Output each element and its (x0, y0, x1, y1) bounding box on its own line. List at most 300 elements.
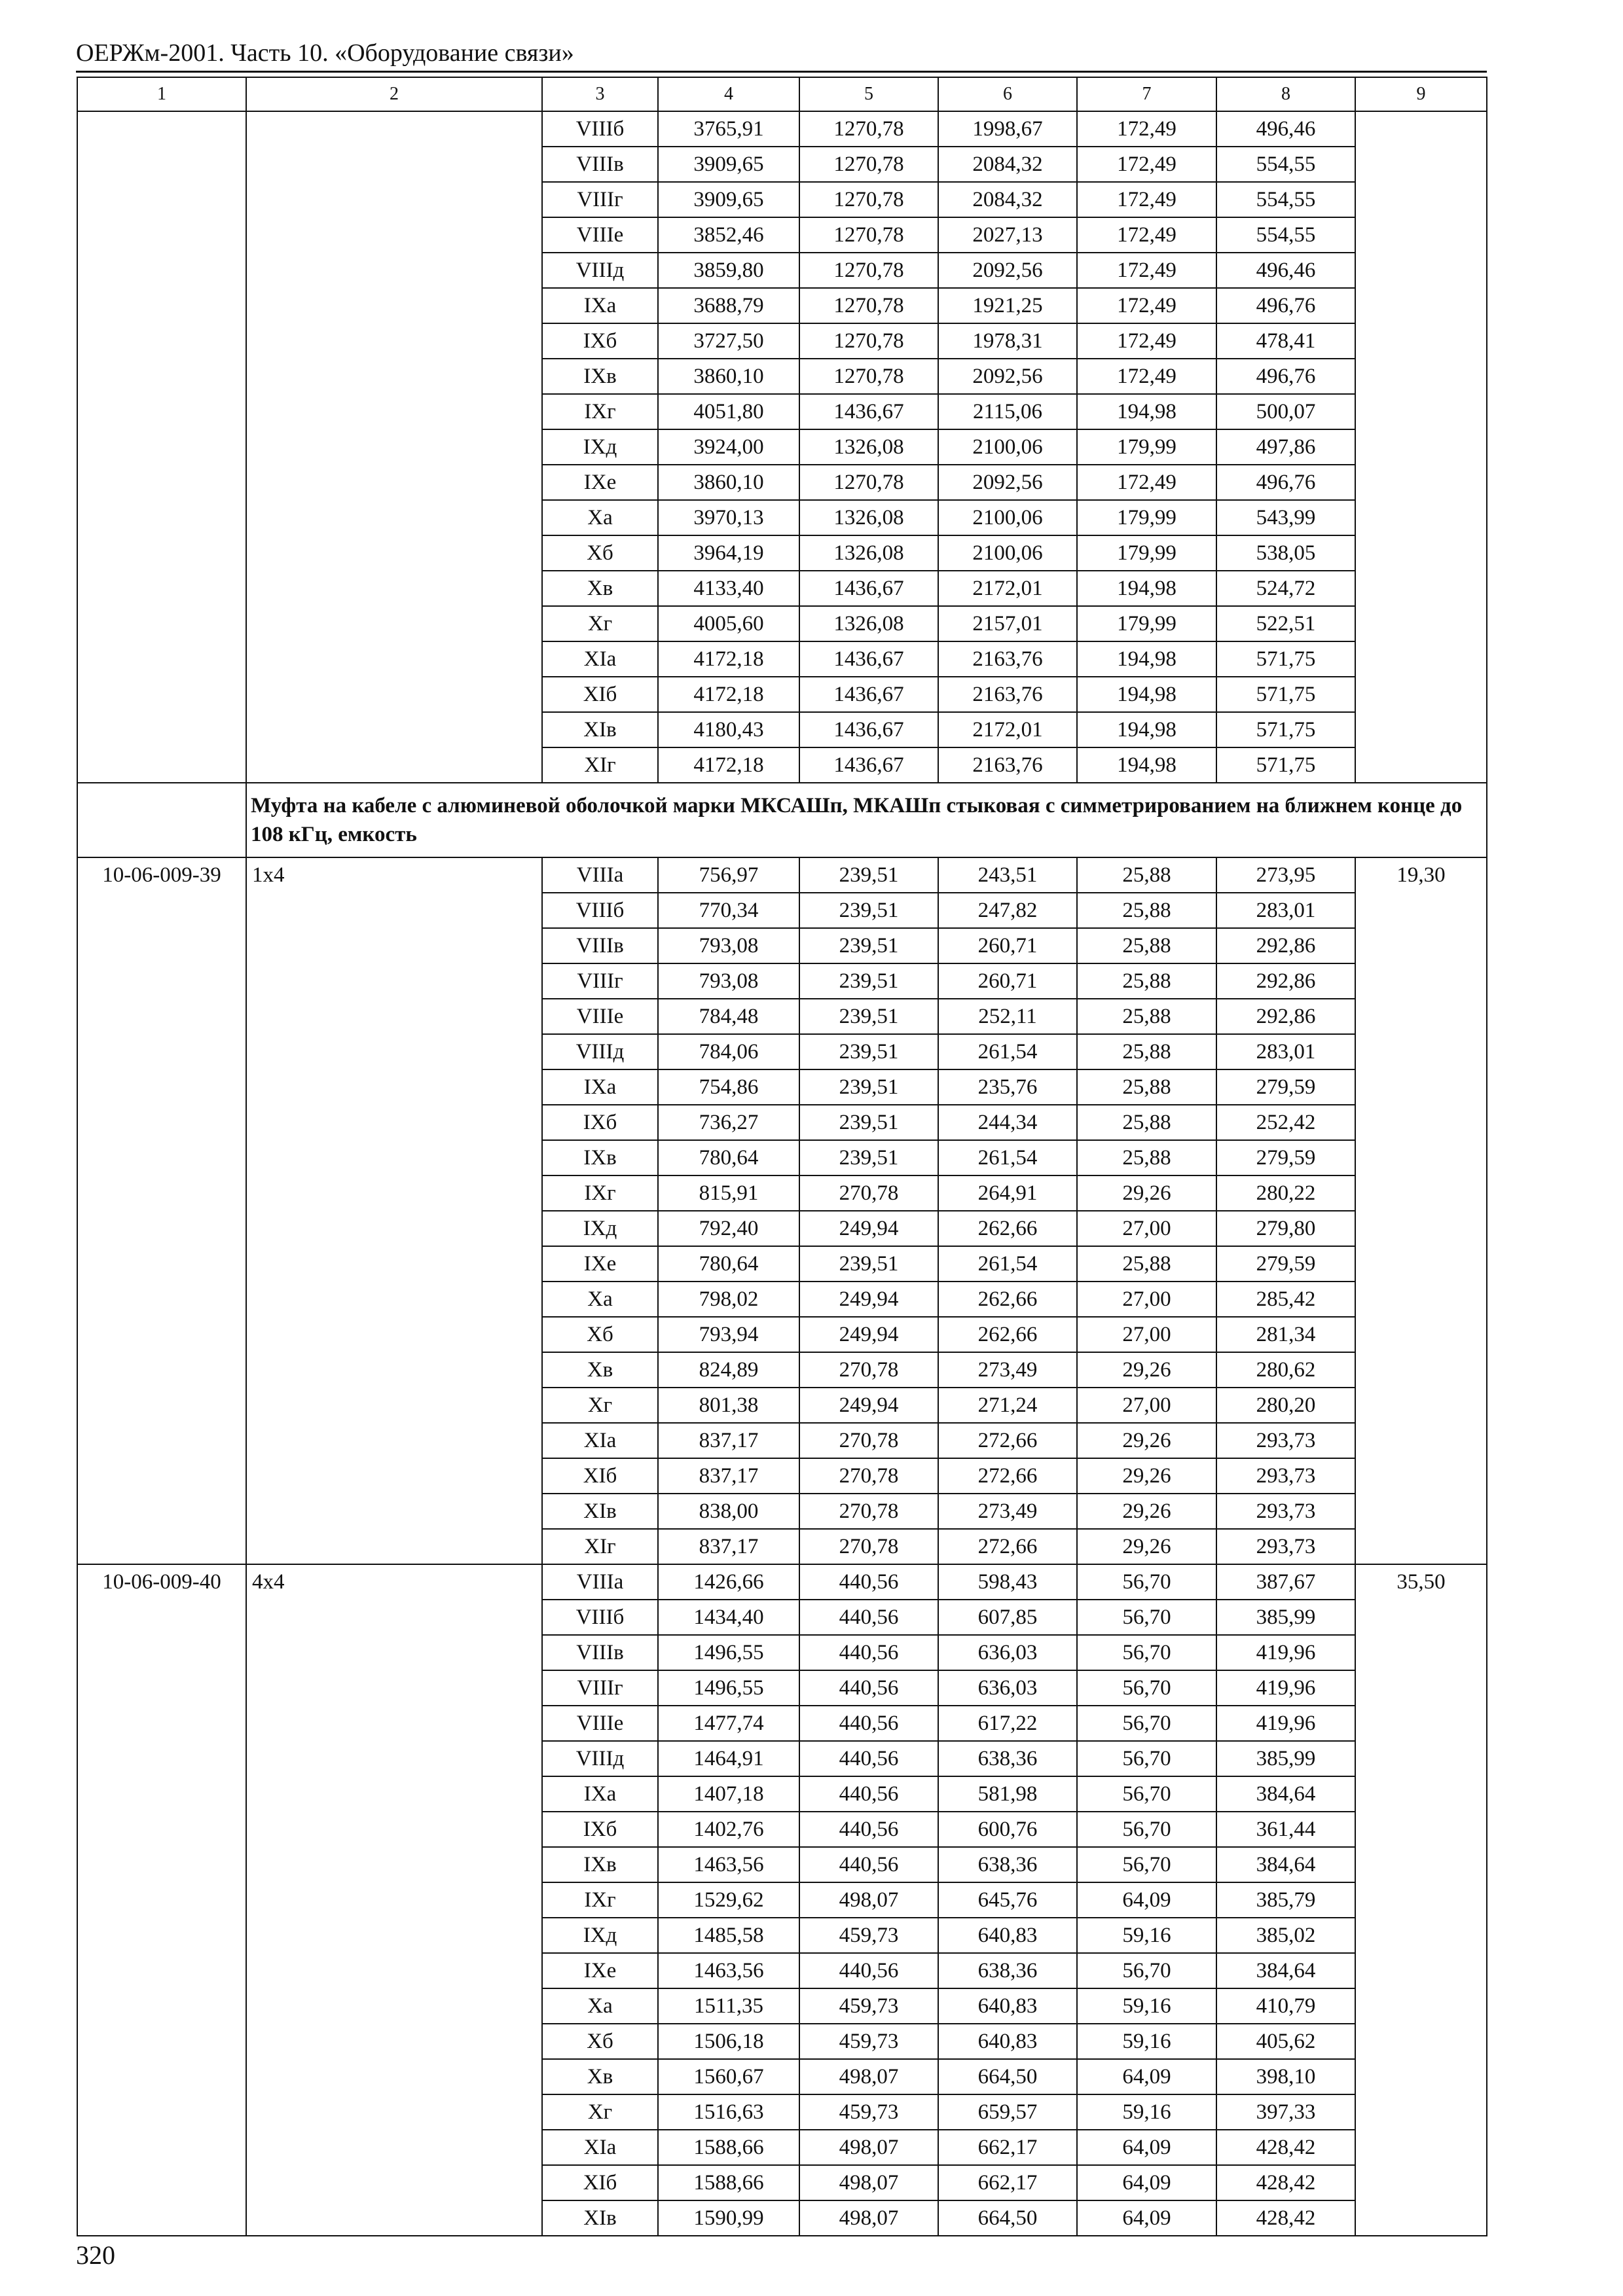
col8-cell: 522,51 (1216, 606, 1355, 641)
col7-cell: 172,49 (1077, 182, 1216, 217)
col8-cell: 496,46 (1216, 111, 1355, 147)
col7-cell: 194,98 (1077, 641, 1216, 677)
zone-cell: VIIIд (542, 1741, 658, 1776)
col7-cell: 29,26 (1077, 1352, 1216, 1388)
col7-cell: 56,70 (1077, 1953, 1216, 1988)
zone-cell: XIв (542, 2200, 658, 2236)
col5-cell: 1436,67 (799, 571, 938, 606)
col4-total-cell: 1426,66 (658, 1564, 799, 1600)
col7-cell: 194,98 (1077, 712, 1216, 747)
col4-total-cell: 3852,46 (658, 217, 799, 253)
col6-cell: 636,03 (938, 1635, 1077, 1670)
col6-cell: 244,34 (938, 1105, 1077, 1140)
col4-total-cell: 770,34 (658, 893, 799, 928)
col8-cell: 478,41 (1216, 323, 1355, 359)
col5-cell: 1326,08 (799, 606, 938, 641)
col8-cell: 292,86 (1216, 928, 1355, 963)
col5-cell: 440,56 (799, 1741, 938, 1776)
col4-total-cell: 838,00 (658, 1494, 799, 1529)
zone-cell: Xг (542, 606, 658, 641)
col4-total-cell: 4180,43 (658, 712, 799, 747)
zone-cell: VIIIг (542, 963, 658, 999)
col8-cell: 554,55 (1216, 147, 1355, 182)
col6-cell: 247,82 (938, 893, 1077, 928)
col5-cell: 270,78 (799, 1352, 938, 1388)
col7-cell: 29,26 (1077, 1423, 1216, 1458)
zone-cell: VIIIг (542, 1670, 658, 1706)
col5-cell: 1326,08 (799, 500, 938, 535)
zone-cell: Xв (542, 571, 658, 606)
col8-cell: 281,34 (1216, 1317, 1355, 1352)
col6-cell: 2172,01 (938, 571, 1077, 606)
col5-cell: 1270,78 (799, 288, 938, 323)
col8-cell: 419,96 (1216, 1706, 1355, 1741)
col8-cell: 385,79 (1216, 1882, 1355, 1918)
zone-cell: VIIIд (542, 253, 658, 288)
col6-cell: 2084,32 (938, 182, 1077, 217)
table-row (77, 1564, 1487, 1600)
col6-cell: 2100,06 (938, 535, 1077, 571)
col6-cell: 638,36 (938, 1847, 1077, 1882)
col6-cell: 2084,32 (938, 147, 1077, 182)
col4-total-cell: 784,06 (658, 1034, 799, 1069)
col8-cell: 524,72 (1216, 571, 1355, 606)
col4-total-cell: 1496,55 (658, 1670, 799, 1706)
col4-total-cell: 793,08 (658, 928, 799, 963)
col4-total-cell: 4172,18 (658, 747, 799, 783)
col7-cell: 172,49 (1077, 253, 1216, 288)
col7-cell: 59,16 (1077, 1988, 1216, 2024)
col5-cell: 1270,78 (799, 359, 938, 394)
col5-cell: 459,73 (799, 1988, 938, 2024)
zone-cell: IXг (542, 1175, 658, 1211)
col5-cell: 270,78 (799, 1175, 938, 1211)
col4-total-cell: 1434,40 (658, 1600, 799, 1635)
col8-cell: 497,86 (1216, 429, 1355, 465)
zone-cell: IXе (542, 1246, 658, 1282)
col7-cell: 179,99 (1077, 606, 1216, 641)
zone-cell: VIIIг (542, 182, 658, 217)
col4-total-cell: 3909,65 (658, 182, 799, 217)
col5-cell: 440,56 (799, 1564, 938, 1600)
col4-total-cell: 3688,79 (658, 288, 799, 323)
col5-cell: 1326,08 (799, 535, 938, 571)
col7-cell: 172,49 (1077, 359, 1216, 394)
col6-cell: 2163,76 (938, 641, 1077, 677)
col4-total-cell: 3964,19 (658, 535, 799, 571)
col7-cell: 56,70 (1077, 1741, 1216, 1776)
zone-cell: VIIIб (542, 111, 658, 147)
code-cell (77, 111, 246, 783)
capacity-name: 1x4 (246, 857, 542, 1564)
zone-cell: IXа (542, 288, 658, 323)
col6-cell: 262,66 (938, 1282, 1077, 1317)
header-rule (76, 71, 1487, 73)
col8-cell: 428,42 (1216, 2130, 1355, 2165)
col7-cell: 27,00 (1077, 1211, 1216, 1246)
col4-total-cell: 792,40 (658, 1211, 799, 1246)
col5-cell: 1270,78 (799, 182, 938, 217)
col7-cell: 172,49 (1077, 323, 1216, 359)
col5-cell: 270,78 (799, 1458, 938, 1494)
col4-total-cell: 1588,66 (658, 2165, 799, 2200)
col5-cell: 1436,67 (799, 641, 938, 677)
col8-cell: 273,95 (1216, 857, 1355, 893)
col8-cell: 554,55 (1216, 217, 1355, 253)
col7-cell: 25,88 (1077, 893, 1216, 928)
column-number-3: 3 (542, 77, 658, 111)
col4-total-cell: 3860,10 (658, 465, 799, 500)
col7-cell: 194,98 (1077, 677, 1216, 712)
col7-cell: 25,88 (1077, 999, 1216, 1034)
zone-cell: XIг (542, 1529, 658, 1564)
col5-cell: 440,56 (799, 1776, 938, 1812)
col4-total-cell: 3727,50 (658, 323, 799, 359)
col5-cell: 1270,78 (799, 465, 938, 500)
col7-cell: 64,09 (1077, 2130, 1216, 2165)
col7-cell: 29,26 (1077, 1529, 1216, 1564)
col5-cell: 440,56 (799, 1635, 938, 1670)
col5-cell: 1270,78 (799, 253, 938, 288)
col8-cell: 387,67 (1216, 1564, 1355, 1600)
column-number-7: 7 (1077, 77, 1216, 111)
col4-total-cell: 1529,62 (658, 1882, 799, 1918)
col8-cell: 279,59 (1216, 1140, 1355, 1175)
col7-cell: 25,88 (1077, 1140, 1216, 1175)
col5-cell: 1436,67 (799, 747, 938, 783)
col8-cell: 384,64 (1216, 1953, 1355, 1988)
col7-cell: 56,70 (1077, 1776, 1216, 1812)
page-number: 320 (76, 2240, 115, 2270)
zone-cell: XIа (542, 2130, 658, 2165)
col6-cell: 640,83 (938, 1988, 1077, 2024)
zone-cell: VIIIв (542, 928, 658, 963)
col8-cell: 385,02 (1216, 1918, 1355, 1953)
col6-cell: 252,11 (938, 999, 1077, 1034)
column-number-1: 1 (77, 77, 246, 111)
zone-cell: VIIIв (542, 1635, 658, 1670)
zone-cell: IXб (542, 1812, 658, 1847)
col7-cell: 25,88 (1077, 1246, 1216, 1282)
col6-cell: 664,50 (938, 2200, 1077, 2236)
col8-cell: 500,07 (1216, 394, 1355, 429)
col8-cell: 279,59 (1216, 1246, 1355, 1282)
zone-cell: Xа (542, 500, 658, 535)
col7-cell: 56,70 (1077, 1600, 1216, 1635)
col8-cell: 293,73 (1216, 1494, 1355, 1529)
col7-cell: 56,70 (1077, 1564, 1216, 1600)
zone-cell: VIIIа (542, 857, 658, 893)
col8-cell: 293,73 (1216, 1423, 1355, 1458)
name-cell (246, 111, 542, 783)
col8-cell: 252,42 (1216, 1105, 1355, 1140)
section-title: Муфта на кабеле с алюминевой оболочкой марки МКСАШп, МКАШп стыковая с симметрированием на ближнем конце до 108 кГц, емкость (246, 783, 1487, 857)
zone-cell: IXе (542, 1953, 658, 1988)
col6-cell: 243,51 (938, 857, 1077, 893)
table-row (77, 111, 1487, 147)
col4-total-cell: 1402,76 (658, 1812, 799, 1847)
zone-cell: IXг (542, 394, 658, 429)
col4-total-cell: 4051,80 (658, 394, 799, 429)
col5-cell: 270,78 (799, 1529, 938, 1564)
col7-cell: 29,26 (1077, 1494, 1216, 1529)
col7-cell: 56,70 (1077, 1635, 1216, 1670)
col4-total-cell: 1464,91 (658, 1741, 799, 1776)
col6-cell: 260,71 (938, 963, 1077, 999)
col7-cell: 29,26 (1077, 1458, 1216, 1494)
col7-cell: 64,09 (1077, 1882, 1216, 1918)
rate-code: 10-06-009-40 (77, 1564, 246, 2236)
col4-total-cell: 3765,91 (658, 111, 799, 147)
col5-cell: 249,94 (799, 1211, 938, 1246)
col8-cell: 428,42 (1216, 2165, 1355, 2200)
col4-total-cell: 837,17 (658, 1458, 799, 1494)
col8-cell: 496,76 (1216, 465, 1355, 500)
col8-cell: 571,75 (1216, 712, 1355, 747)
zone-cell: VIIIб (542, 893, 658, 928)
col7-cell: 194,98 (1077, 394, 1216, 429)
col6-cell: 2172,01 (938, 712, 1077, 747)
col4-total-cell: 4005,60 (658, 606, 799, 641)
column-number-4: 4 (658, 77, 799, 111)
zone-cell: Xб (542, 1317, 658, 1352)
col8-cell: 428,42 (1216, 2200, 1355, 2236)
col5-cell: 440,56 (799, 1953, 938, 1988)
zone-cell: XIб (542, 677, 658, 712)
col4-total-cell: 3970,13 (658, 500, 799, 535)
col6-cell: 640,83 (938, 2024, 1077, 2059)
col7-cell: 64,09 (1077, 2200, 1216, 2236)
col8-cell: 405,62 (1216, 2024, 1355, 2059)
col7-cell: 25,88 (1077, 1069, 1216, 1105)
col6-cell: 659,57 (938, 2094, 1077, 2130)
col4-total-cell: 4172,18 (658, 641, 799, 677)
col6-cell: 598,43 (938, 1564, 1077, 1600)
col5-cell: 459,73 (799, 2094, 938, 2130)
col4-total-cell: 837,17 (658, 1529, 799, 1564)
zone-cell: VIIIб (542, 1600, 658, 1635)
col5-cell: 239,51 (799, 857, 938, 893)
col7-cell: 172,49 (1077, 147, 1216, 182)
zone-cell: VIIIа (542, 1564, 658, 1600)
col8-cell: 292,86 (1216, 999, 1355, 1034)
col4-total-cell: 824,89 (658, 1352, 799, 1388)
col4-total-cell: 1506,18 (658, 2024, 799, 2059)
col6-cell: 2092,56 (938, 253, 1077, 288)
col9-value: 19,30 (1355, 857, 1487, 1564)
col6-cell: 273,49 (938, 1494, 1077, 1529)
zone-cell: IXг (542, 1882, 658, 1918)
col5-cell: 498,07 (799, 1882, 938, 1918)
col5-cell: 498,07 (799, 2165, 938, 2200)
col4-total-cell: 780,64 (658, 1246, 799, 1282)
col4-total-cell: 1588,66 (658, 2130, 799, 2165)
col5-cell: 459,73 (799, 2024, 938, 2059)
col4-total-cell: 1407,18 (658, 1776, 799, 1812)
col6-cell: 636,03 (938, 1670, 1077, 1706)
col4-total-cell: 1516,63 (658, 2094, 799, 2130)
column-number-2: 2 (246, 77, 542, 111)
col6-cell: 607,85 (938, 1600, 1077, 1635)
col6-cell: 662,17 (938, 2130, 1077, 2165)
col7-cell: 179,99 (1077, 500, 1216, 535)
col8-cell: 398,10 (1216, 2059, 1355, 2094)
column-number-8: 8 (1216, 77, 1355, 111)
col5-cell: 239,51 (799, 1246, 938, 1282)
col5-cell: 1436,67 (799, 677, 938, 712)
column-number-9: 9 (1355, 77, 1487, 111)
zone-cell: IXв (542, 1140, 658, 1175)
zone-cell: IXд (542, 1211, 658, 1246)
col5-cell: 1436,67 (799, 712, 938, 747)
col9-value: 35,50 (1355, 1564, 1487, 2236)
col6-cell: 261,54 (938, 1034, 1077, 1069)
col8-cell: 397,33 (1216, 2094, 1355, 2130)
col5-cell: 239,51 (799, 963, 938, 999)
col8-cell: 543,99 (1216, 500, 1355, 535)
col5-cell: 498,07 (799, 2059, 938, 2094)
col6-cell: 581,98 (938, 1776, 1077, 1812)
zone-cell: IXд (542, 1918, 658, 1953)
col5-cell: 1270,78 (799, 147, 938, 182)
col6-cell: 262,66 (938, 1211, 1077, 1246)
col6-cell: 2027,13 (938, 217, 1077, 253)
col8-cell: 280,20 (1216, 1388, 1355, 1423)
zone-cell: IXа (542, 1069, 658, 1105)
col8-cell: 361,44 (1216, 1812, 1355, 1847)
col4-total-cell: 736,27 (658, 1105, 799, 1140)
col8-cell: 280,22 (1216, 1175, 1355, 1211)
col6-cell: 272,66 (938, 1458, 1077, 1494)
col7-cell: 25,88 (1077, 928, 1216, 963)
col5-cell: 249,94 (799, 1282, 938, 1317)
col7-cell: 56,70 (1077, 1670, 1216, 1706)
col7-cell: 27,00 (1077, 1388, 1216, 1423)
zone-cell: VIIIд (542, 1034, 658, 1069)
col4-total-cell: 3859,80 (658, 253, 799, 288)
col6-cell: 664,50 (938, 2059, 1077, 2094)
zone-cell: IXб (542, 1105, 658, 1140)
rate-code: 10-06-009-39 (77, 857, 246, 1564)
col6-cell: 260,71 (938, 928, 1077, 963)
col6-cell: 645,76 (938, 1882, 1077, 1918)
col5-cell: 440,56 (799, 1847, 938, 1882)
col5-cell: 239,51 (799, 1140, 938, 1175)
col7-cell: 172,49 (1077, 465, 1216, 500)
col5-cell: 249,94 (799, 1317, 938, 1352)
col5-cell: 239,51 (799, 893, 938, 928)
col6-cell: 600,76 (938, 1812, 1077, 1847)
section-code-cell (77, 783, 246, 857)
col5-cell: 1326,08 (799, 429, 938, 465)
col8-cell: 293,73 (1216, 1529, 1355, 1564)
col6-cell: 617,22 (938, 1706, 1077, 1741)
col4-total-cell: 793,08 (658, 963, 799, 999)
column-number-6: 6 (938, 77, 1077, 111)
col7-cell: 194,98 (1077, 571, 1216, 606)
col4-total-cell: 3860,10 (658, 359, 799, 394)
col6-cell: 272,66 (938, 1529, 1077, 1564)
col4-total-cell: 1496,55 (658, 1635, 799, 1670)
section-row (77, 783, 1487, 857)
col6-cell: 262,66 (938, 1317, 1077, 1352)
col4-total-cell: 1511,35 (658, 1988, 799, 2024)
col4-total-cell: 1463,56 (658, 1847, 799, 1882)
col4-total-cell: 1590,99 (658, 2200, 799, 2236)
col8-cell: 285,42 (1216, 1282, 1355, 1317)
col5-cell: 270,78 (799, 1494, 938, 1529)
zone-cell: Xб (542, 535, 658, 571)
zone-cell: XIб (542, 2165, 658, 2200)
col6-cell: 2100,06 (938, 500, 1077, 535)
zone-cell: IXв (542, 1847, 658, 1882)
zone-cell: Xг (542, 2094, 658, 2130)
col6-cell: 640,83 (938, 1918, 1077, 1953)
col8-cell: 384,64 (1216, 1847, 1355, 1882)
col4-total-cell: 1485,58 (658, 1918, 799, 1953)
col7-cell: 179,99 (1077, 429, 1216, 465)
col5-cell: 239,51 (799, 928, 938, 963)
col8-cell: 554,55 (1216, 182, 1355, 217)
col4-total-cell: 780,64 (658, 1140, 799, 1175)
zone-cell: VIIIе (542, 217, 658, 253)
col7-cell: 29,26 (1077, 1175, 1216, 1211)
col5-cell: 440,56 (799, 1706, 938, 1741)
rates-table (77, 77, 1487, 2236)
col5-cell: 498,07 (799, 2130, 938, 2165)
col6-cell: 2157,01 (938, 606, 1077, 641)
col7-cell: 27,00 (1077, 1317, 1216, 1352)
zone-cell: IXд (542, 429, 658, 465)
col4-total-cell: 801,38 (658, 1388, 799, 1423)
col5-cell: 440,56 (799, 1670, 938, 1706)
col7-cell: 56,70 (1077, 1812, 1216, 1847)
col8-cell: 419,96 (1216, 1670, 1355, 1706)
col6-cell: 2163,76 (938, 747, 1077, 783)
col5-cell: 440,56 (799, 1812, 938, 1847)
col5-cell: 239,51 (799, 999, 938, 1034)
col5-cell: 459,73 (799, 1918, 938, 1953)
col8-cell: 571,75 (1216, 641, 1355, 677)
zone-cell: Xа (542, 1988, 658, 2024)
col7-cell: 64,09 (1077, 2165, 1216, 2200)
col7-cell: 59,16 (1077, 1918, 1216, 1953)
col4-total-cell: 837,17 (658, 1423, 799, 1458)
col8-cell: 385,99 (1216, 1741, 1355, 1776)
zone-cell: IXв (542, 359, 658, 394)
col8-cell: 280,62 (1216, 1352, 1355, 1388)
col7-cell: 56,70 (1077, 1847, 1216, 1882)
col5-cell: 249,94 (799, 1388, 938, 1423)
col7-cell: 59,16 (1077, 2024, 1216, 2059)
zone-cell: VIIIв (542, 147, 658, 182)
col4-total-cell: 3924,00 (658, 429, 799, 465)
col5-cell: 239,51 (799, 1069, 938, 1105)
col6-cell: 2092,56 (938, 465, 1077, 500)
col8-cell: 571,75 (1216, 677, 1355, 712)
col8-cell: 385,99 (1216, 1600, 1355, 1635)
zone-cell: XIв (542, 1494, 658, 1529)
table-row (77, 857, 1487, 893)
col7-cell: 194,98 (1077, 747, 1216, 783)
col6-cell: 2092,56 (938, 359, 1077, 394)
zone-cell: Xа (542, 1282, 658, 1317)
col7-cell: 59,16 (1077, 2094, 1216, 2130)
col7-cell: 27,00 (1077, 1282, 1216, 1317)
col7-cell: 179,99 (1077, 535, 1216, 571)
col4-total-cell: 793,94 (658, 1317, 799, 1352)
zone-cell: Xб (542, 2024, 658, 2059)
